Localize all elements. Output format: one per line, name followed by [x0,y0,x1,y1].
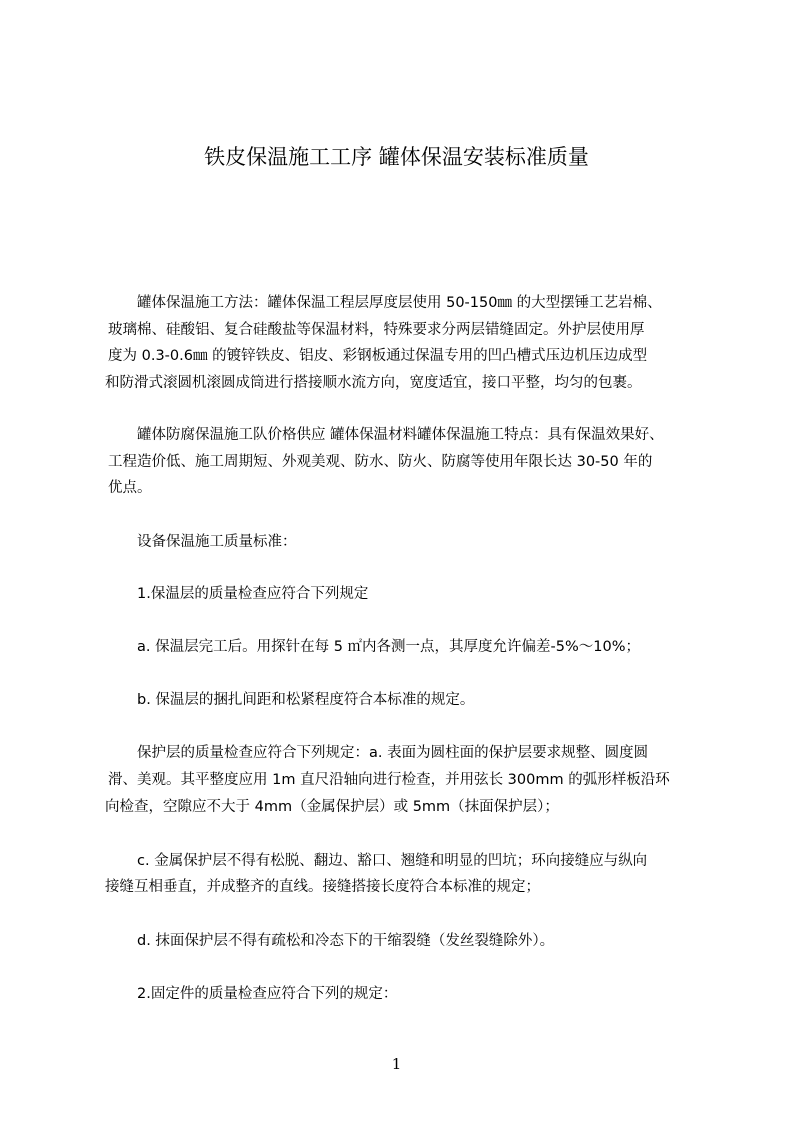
paragraph-line: b. 保温层的捆扎间距和松紧程度符合本标准的规定。 [137,692,475,708]
paragraph-line: 罐体防腐保温施工队价格供应 罐体保温材料罐体保温施工特点：具有保温效果好、 [137,427,664,443]
paragraph-line: 1.保温层的质量检查应符合下列规定 [137,586,369,602]
paragraph-line: 优点。 [108,480,152,496]
paragraph-line: d. 抹面保护层不得有疏松和冷态下的干缩裂缝（发丝裂缝除外）。 [137,933,555,949]
page-number: 1 [391,1055,402,1073]
paragraph-line: 罐体保温施工方法：罐体保温工程层厚度层使用 50-150㎜ 的大型摆锤工艺岩棉、 [137,295,662,311]
paragraph-line: 接缝互相垂直，并成整齐的直线。接缝搭接长度符合本标准的规定； [105,879,540,895]
paragraph-line: 玻璃棉、硅酸铝、复合硅酸盐等保温材料，特殊要求分两层错缝固定。外护层使用厚 [108,322,645,338]
paragraph-line: 向检查，空隙应不大于 4mm（金属保护层）或 5mm（抹面保护层）； [105,799,559,815]
page-title: 铁皮保温施工工序 罐体保温安装标准质量 [204,145,589,169]
paragraph-line: 和防滑式滚圆机滚圆成筒进行搭接顺水流方向，宽度适宜，接口平整，均匀的包裹。 [105,375,642,391]
paragraph-line: c. 金属保护层不得有松脱、翻边、豁口、翘缝和明显的凹坑；环向接缝应与纵向 [137,853,648,869]
paragraph-line: 2.固定件的质量检查应符合下列的规定： [137,986,398,1002]
paragraph-line: 保护层的质量检查应符合下列规定：a. 表面为圆柱面的保护层要求规整、圆度圆 [137,745,649,761]
paragraph-line: a. 保温层完工后。用探针在每 5 ㎡内各测一点，其厚度允许偏差-5%～10%； [137,639,641,655]
paragraph-line: 度为 0.3-0.6㎜ 的镀锌铁皮、铝皮、彩钢板通过保温专用的凹凸槽式压边机压边成型 [108,348,648,364]
paragraph-line: 设备保温施工质量标准： [137,534,297,550]
paragraph-line: 工程造价低、施工周期短、外观美观、防水、防火、防腐等使用年限长达 30-50 年的 [108,454,653,470]
paragraph-line: 滑、美观。其平整度应用 1m 直尺沿轴向进行检查，并用弦长 300mm 的弧形样板沿环 [108,772,670,788]
